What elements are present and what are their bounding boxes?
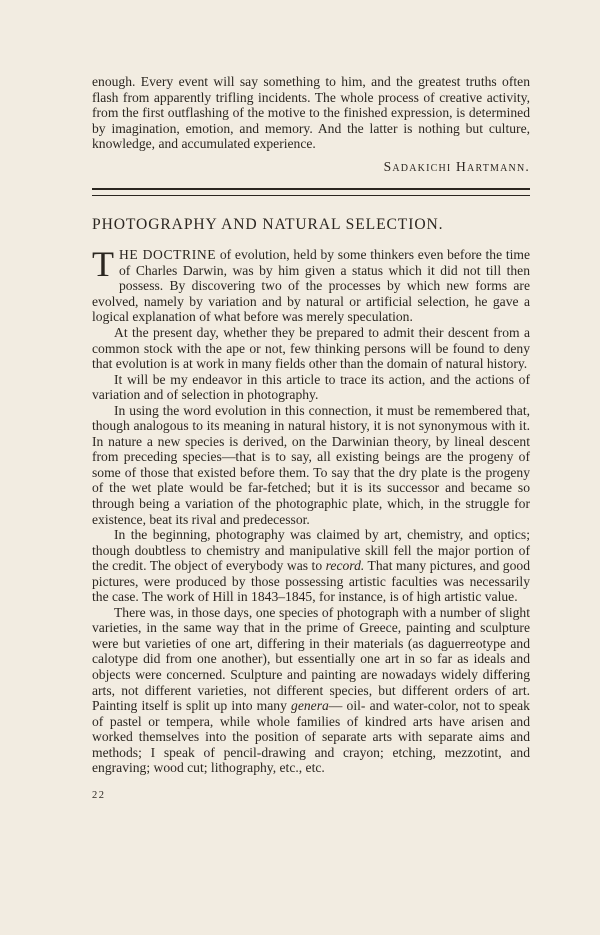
paragraph-6 — [92, 605, 530, 776]
author-signature: Sadakichi Hartmann. — [383, 158, 530, 174]
paragraph-5-text-a: In the beginning, photography was claimed by art, chemistry, and optics; though doubtless to chemistry and manipulative skill fell the major portion of the credit. The object of everybody was to — [92, 527, 530, 574]
paragraph-5 — [92, 527, 530, 605]
paragraph-4: In using the word evolution in this connection, it must be remembered that, though analogous to its meaning in natural history, it is not synonymous with it. In nature a new species is derived, on the Darwinian theory, by lineal descent from preceding species—that is to say, all existing beings are the progeny of some of those that existed before them. To say that the dry plate is the progeny of the wet plate would be far-fetched; but it is its successor and became so through being a variation of the photographic plate, which, in the struggle for existence, beat its rival and predecessor. — [92, 402, 530, 527]
page-number: 22 — [92, 789, 106, 801]
paragraph-2: At the present day, whether they be prepared to admit their descent from a common stock with the ape or not, few thinking persons will be found to deny that evolution is at work in many fields other than the domain of natural history. — [92, 324, 530, 372]
article-title: PHOTOGRAPHY AND NATURAL SELECTION. — [92, 216, 444, 234]
paragraph-6-text-b: — oil- and water-color, not to speak of pastel or tempera, while whole families of kindred arts have arisen and worked themselves into the position of separate arts with separate aims and methods; I speak of pencil-drawing and crayon; etching, mezzotint, and engraving; wood cut; lithography, etc., etc. — [92, 698, 530, 776]
paragraph-6-emphasis: genera — [291, 698, 329, 714]
paragraph-3: It will be my endeavor in this article to trace its action, and the actions of variation and of selection in photography. — [92, 371, 530, 403]
document-page — [92, 74, 530, 801]
lead-paragraph-wrap — [92, 244, 530, 325]
lead-text: of evolution, held by some thinkers even before the time of Charles Darwin, was by him given a status which it did not till then possess. By discovering two of the processes by which new forms are evolved, namely by variation and by natural or artificial selection, he gave a logical explanation of what before was merely speculation. — [92, 247, 530, 325]
intro-paragraph: enough. Every event will say something to him, and the greatest truths often flash from apparently trifling incidents. The whole process of creative activity, from the first outflashing of the motive to the finished expression, is determined by imagination, emotion, and memory. And the latter is nothing but culture, knowledge, and accumulated experience. — [92, 74, 530, 152]
paragraph-5-emphasis: record. — [325, 558, 365, 574]
paragraph-6-text-a: There was, in those days, one species of photograph with a number of slight varieties, in the same way that in the prime of Greece, painting and sculpture were but varieties of one art, differing in their materials (as daguerreotype and calotype did from one another), but essentially one art in so far as ideals and objects were concerned. Sculpture and painting are nowadays widely differing arts, not different varieties, not different species, but different orders of art. Painting itself is split up into many — [92, 604, 530, 714]
drop-cap: T — [92, 244, 114, 285]
lead-paragraph — [92, 244, 530, 325]
section-divider — [92, 188, 530, 196]
lead-smallcaps: HE DOCTRINE — [119, 247, 217, 263]
paragraph-5-text-b: That many pictures, and good pictures, were produced by those possessing artistic faculties was necessarily the case. The work of Hill in 1843–1845, for instance, is of high artistic value. — [92, 558, 530, 605]
